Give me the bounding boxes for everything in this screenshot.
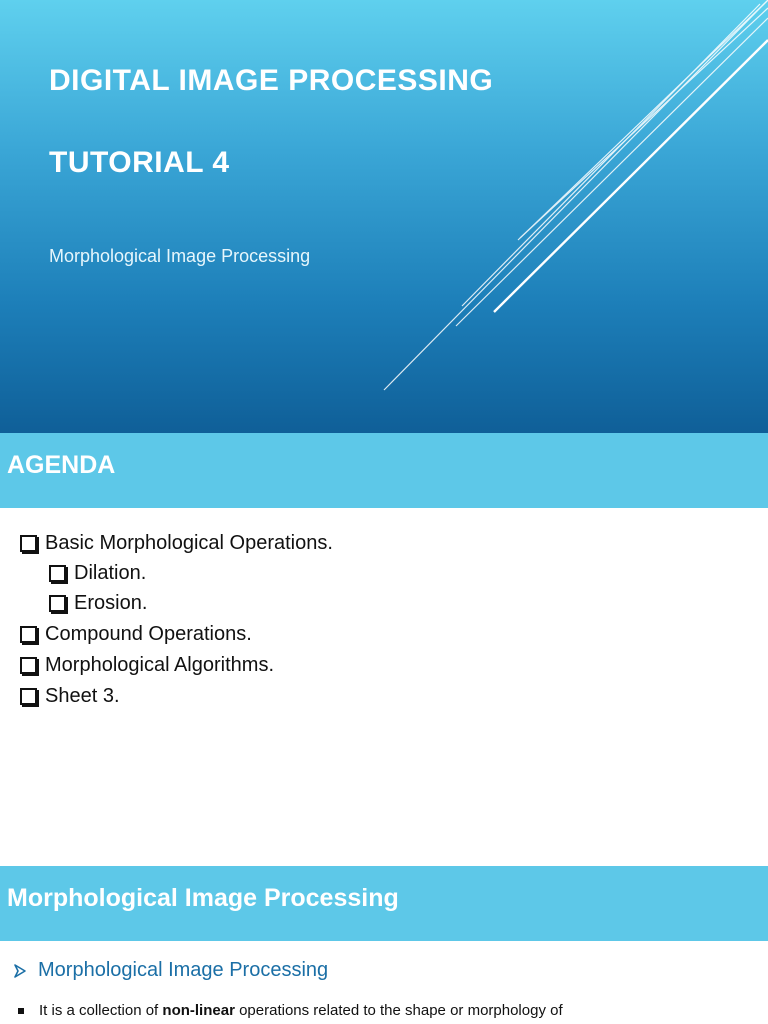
deco-line [518, 0, 768, 240]
agenda-item-label: Basic Morphological Operations. [45, 531, 333, 554]
checkbox-icon [49, 565, 66, 582]
agenda-item [49, 558, 146, 588]
bullet-text-bold: non-linear [162, 1002, 235, 1019]
square-bullet-icon [18, 1008, 24, 1014]
deco-line [456, 18, 768, 326]
agenda-item-label: Compound Operations. [45, 622, 252, 645]
presentation-subtitle: TUTORIAL 4 [49, 146, 230, 179]
presentation-title: DIGITAL IMAGE PROCESSING [49, 64, 494, 97]
morph-slide [0, 866, 768, 1024]
checkbox-icon [20, 688, 37, 705]
checkbox-icon [20, 657, 37, 674]
morph-subheading-label: Morphological Image Processing [38, 959, 329, 981]
morph-subheading [12, 959, 328, 982]
agenda-slide [0, 433, 768, 865]
arrow-bullet-icon [12, 963, 28, 979]
deco-line-thick [494, 40, 768, 312]
title-slide [0, 0, 768, 433]
deco-line [384, 0, 768, 390]
checkbox-icon [20, 535, 37, 552]
bullet-text-before: It is a collection of [39, 1002, 163, 1019]
agenda-item [20, 681, 120, 711]
checkbox-icon [49, 595, 66, 612]
agenda-item-label: Dilation. [74, 561, 147, 584]
agenda-title: AGENDA [7, 451, 116, 479]
morph-bullet [18, 1002, 563, 1019]
agenda-item-label: Morphological Algorithms. [45, 653, 274, 676]
agenda-item [20, 619, 252, 649]
agenda-item-label: Erosion. [74, 591, 148, 614]
morph-header-band [0, 866, 768, 941]
checkbox-icon [20, 626, 37, 643]
bullet-text-after: operations related to the shape or morphology of [234, 1002, 563, 1019]
agenda-item [20, 528, 333, 558]
deco-line [462, 4, 760, 306]
agenda-item-label: Sheet 3. [45, 684, 120, 707]
deco-line [520, 8, 768, 238]
agenda-header-band [0, 433, 768, 508]
presentation-caption: Morphological Image Processing [49, 246, 311, 266]
morph-title: Morphological Image Processing [7, 884, 399, 912]
agenda-item [20, 650, 274, 680]
agenda-item [49, 588, 147, 618]
